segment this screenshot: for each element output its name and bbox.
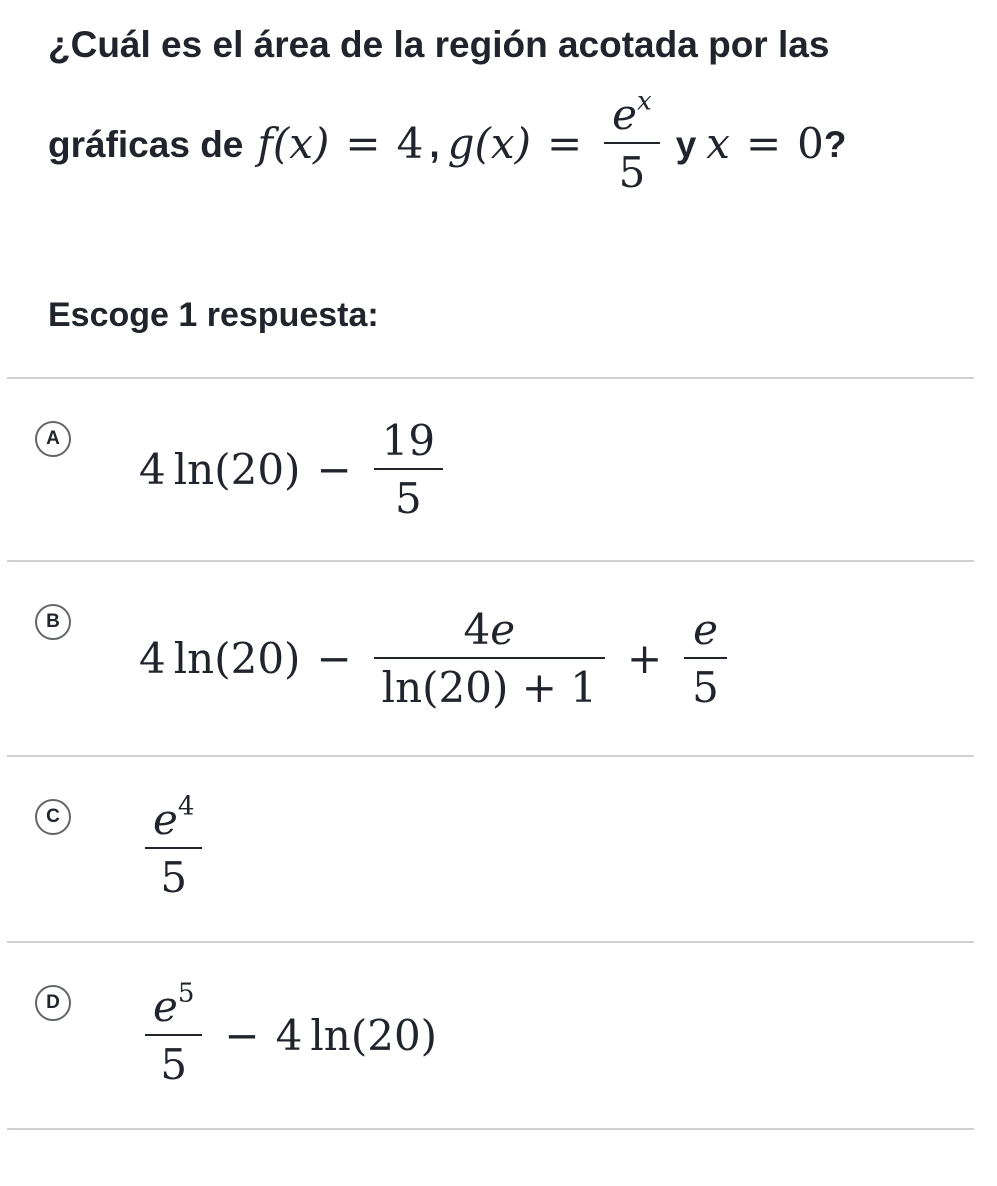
numerator (145, 791, 202, 847)
conjunction: y (675, 123, 697, 165)
choice-letter-c: C (35, 799, 71, 835)
numerator-coef: 4 (463, 604, 491, 654)
choice-b-expression (139, 562, 733, 755)
fraction (374, 415, 443, 523)
numerator-base: e (153, 981, 178, 1031)
f-rhs: 4 (396, 119, 424, 168)
coefficient: 4 (139, 445, 166, 494)
fraction (145, 977, 202, 1089)
choice-b[interactable] (7, 562, 974, 755)
plus-sign: + (626, 634, 663, 683)
ln-term: ln(20) (173, 445, 301, 494)
g-lhs: g(x) (447, 119, 531, 168)
g-numerator-base: e (612, 90, 638, 139)
function-f-definition (257, 119, 424, 168)
numerator (145, 977, 202, 1034)
minus-sign: − (316, 634, 352, 683)
denominator: 5 (160, 1039, 188, 1089)
fraction (374, 604, 605, 712)
choice-a-expression (139, 379, 449, 560)
x-equals-zero (706, 119, 824, 168)
question-end: ? (823, 123, 847, 165)
question-line-1-text: ¿Cuál es el área de la región acotada por las (48, 23, 830, 65)
coefficient: 4 (139, 634, 166, 683)
choice-c-expression (139, 757, 208, 941)
divider (7, 1128, 974, 1130)
fraction (684, 604, 727, 712)
g-numerator (604, 86, 660, 142)
choice-a[interactable] (7, 379, 974, 560)
numerator (456, 604, 524, 657)
numerator-exponent: 4 (177, 791, 195, 822)
numerator-exponent: 5 (177, 977, 195, 1008)
numerator-e: e (490, 604, 516, 654)
choice-d[interactable] (7, 943, 974, 1128)
denominator: 5 (692, 662, 719, 712)
comma: , (429, 123, 440, 165)
choice-letter-b: B (35, 604, 71, 640)
f-lhs: f(x) (257, 119, 330, 168)
question-line-1 (48, 14, 978, 74)
choice-letter-d: D (35, 985, 71, 1021)
choice-d-expression (139, 943, 437, 1128)
choice-c[interactable] (7, 757, 974, 941)
denominator: 5 (395, 473, 422, 523)
question-line-2 (48, 74, 978, 214)
denominator: 5 (160, 853, 188, 902)
ln-term: ln(20) (173, 634, 301, 683)
question-prefix: gráficas de (48, 123, 244, 165)
choice-letter-a: A (35, 421, 71, 457)
numerator-base: e (153, 795, 178, 844)
g-numerator-exponent: x (637, 86, 652, 117)
g-fraction (604, 86, 660, 197)
numerator-e: e (693, 604, 718, 654)
equals-sign: = (745, 119, 782, 168)
g-denominator: 5 (618, 148, 646, 197)
minus-sign: − (316, 445, 352, 494)
x-variable: x (706, 119, 730, 168)
function-g-definition (447, 86, 666, 197)
fraction (145, 791, 202, 902)
equals-sign: = (345, 119, 381, 168)
numerator: 19 (381, 415, 436, 465)
equals-sign: = (546, 119, 583, 168)
question-text (48, 14, 978, 214)
denominator: ln(20) + 1 (381, 662, 597, 712)
numerator (685, 604, 726, 657)
ln-term: ln(20) (310, 1011, 438, 1060)
minus-sign: − (224, 1011, 260, 1060)
coefficient: 4 (275, 1011, 303, 1060)
answer-prompt: Escoge 1 respuesta: (48, 296, 379, 334)
x-value: 0 (797, 119, 824, 168)
answer-choices (7, 377, 974, 1130)
